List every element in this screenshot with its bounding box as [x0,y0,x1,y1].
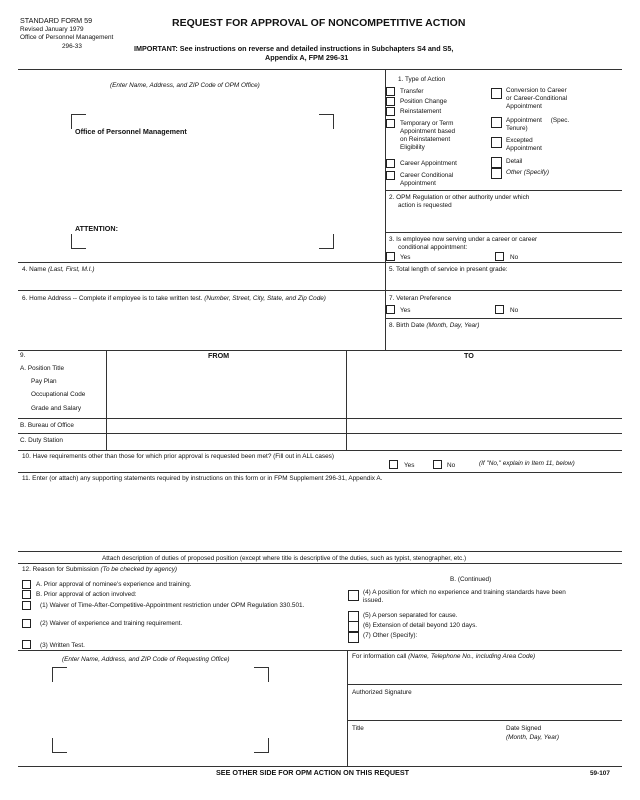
reason-b3-checkbox[interactable] [22,640,31,649]
temporary-term-label-3: on Reinstatement [400,136,451,143]
career-appointment-checkbox[interactable] [386,159,395,168]
reason-b6-checkbox[interactable] [348,621,359,632]
reason-b1-checkbox[interactable] [22,601,31,610]
item11-label: 11. Enter (or attach) any supporting statements required by instructions on this form or in FPM Supplement 296-31, Appendix A. [22,475,383,482]
reason-b5-label: (5) A person separated for cause. [363,612,458,619]
form-code: 296-33 [62,43,82,50]
reason-b3-label: (3) Written Test. [40,642,85,649]
item10-yes-checkbox[interactable] [389,460,398,469]
reason-b4-checkbox[interactable] [348,590,359,601]
spec-tenure-label-2: Tenure) [506,125,528,132]
requesting-corner-tr [254,667,269,682]
reason-b2-label: (2) Waiver of experience and training requirement. [40,620,183,627]
title-label: Title [352,725,364,732]
pay-plan-label: Pay Plan [31,378,57,385]
info-call-label: For information call (Name, Telephone No., including Area Code) [352,653,536,660]
temporary-term-label-1: Temporary or Term [400,120,454,127]
requesting-corner-br [254,738,269,753]
reason-a-checkbox[interactable] [22,580,31,589]
detail-label: Detail [506,158,523,165]
grade-salary-label: Grade and Salary [31,405,82,412]
item2-label-2: action is requested [398,202,452,209]
form-agency: Office of Personnel Management [20,34,114,41]
rule-signature [347,720,622,721]
rule-item9-col1 [106,350,107,450]
rule-info [347,684,622,685]
rule-duty [18,433,622,434]
important-note-line2: Appendix A, FPM 296-31 [265,53,349,62]
temporary-term-checkbox[interactable] [386,119,395,128]
item3-label-1: 3. Is employee now serving under a career or career [389,236,538,243]
reason-b-label: B. Prior approval of action involved: [36,591,137,598]
spec-tenure-label-1: Appointment (Spec. [506,117,570,124]
item4-label: 4. Name (Last, First, M.I.) [22,266,95,273]
transfer-label: Transfer [400,88,424,95]
rule-item8 [385,318,622,319]
reason-b4-label-2: issued. [363,597,384,604]
item3-no-label: No [510,254,519,261]
opm-office-name[interactable]: Office of Personnel Management [75,127,187,136]
item3-no-checkbox[interactable] [495,252,504,261]
rule-bureau [18,418,622,419]
career-appointment-label: Career Appointment [400,160,457,167]
opm-address-caption: (Enter Name, Address, and ZIP Code of OPM Office) [110,82,260,89]
rule-item3 [385,232,622,233]
rule-item2 [385,190,622,191]
rule-item9-col2 [346,350,347,450]
conversion-label-3: Appointment [506,103,542,110]
reason-b-continued: B. (Continued) [450,576,492,583]
item2-label-1: 2. OPM Regulation or other authority under which [389,194,530,201]
reason-a-label: A. Prior approval of nominee's experience and training. [36,581,192,588]
item7-no-checkbox[interactable] [495,305,504,314]
duty-station-label: C. Duty Station [20,437,63,444]
conversion-checkbox[interactable] [491,88,502,99]
position-change-label: Position Change [400,98,447,105]
page-title: REQUEST FOR APPROVAL OF NONCOMPETITIVE ACTION [172,17,466,29]
other-checkbox[interactable] [491,168,502,179]
form-stock-number: 59-107 [590,770,610,777]
item7-yes-checkbox[interactable] [386,305,395,314]
rule-footer-center [347,650,348,766]
item1-label: 1. Type of Action [398,76,446,83]
address-corner-bl [71,234,86,249]
excepted-checkbox[interactable] [491,137,502,148]
footer-note: SEE OTHER SIDE FOR OPM ACTION ON THIS REQUEST [216,768,410,777]
date-signed-label: Date Signed [506,725,542,732]
rule-attach-top [18,551,622,552]
rule-attach-bottom [18,563,622,564]
item3-yes-label: Yes [400,254,411,261]
item3-label-2: conditional appointment: [398,244,468,251]
rule-top [18,69,622,70]
address-corner-tr [319,114,334,129]
rule-item6 [18,290,622,291]
requesting-corner-tl [52,667,67,682]
career-conditional-label-2: Appointment [400,180,436,187]
important-note-line1: IMPORTANT: See instructions on reverse and detailed instructions in Subchapters S4 and S5, [134,44,454,53]
reason-b7-checkbox[interactable] [348,632,359,643]
item5-label: 5. Total length of service in present grade: [389,266,508,273]
item7-no-label: No [510,307,519,314]
occupational-code-label: Occupational Code [31,391,86,398]
rule-item11 [18,472,622,473]
item9-from-header: FROM [208,351,230,360]
form-revision: Revised January 1979 [20,26,84,33]
reason-b2-checkbox[interactable] [22,619,31,628]
transfer-checkbox[interactable] [386,87,395,96]
attention-label: ATTENTION: [75,224,118,233]
career-conditional-checkbox[interactable] [386,171,395,180]
item6-label: 6. Home Address -- Complete if employee is to take written test. (Number, Street, City, State, and Zip Code) [22,295,326,302]
requesting-office-caption: (Enter Name, Address, and ZIP Code of Requesting Office) [62,656,230,663]
other-label: Other (Specify) [506,169,549,176]
item12-label: 12. Reason for Submission (To be checked by agency) [22,566,178,573]
address-corner-br [319,234,334,249]
reason-b-checkbox[interactable] [22,590,31,599]
requesting-corner-bl [52,738,67,753]
attach-duties-note: Attach description of duties of proposed position (except where title is descriptive of the duties, such as typist, stenographer, etc.) [102,555,467,562]
conversion-label-1: Conversion to Career [506,87,567,94]
item10-no-label: No [447,462,456,469]
authorized-signature-label: Authorized Signature [352,689,412,696]
rule-item9 [18,350,622,351]
item3-yes-checkbox[interactable] [386,252,395,261]
excepted-label-1: Excepted [506,137,533,144]
item9-to-header: TO [464,351,474,360]
spec-tenure-checkbox[interactable] [491,117,502,128]
item10-label: 10. Have requirements other than those for which prior approval is requested been met? (Fill out in ALL cases) [22,453,335,460]
position-change-checkbox[interactable] [386,97,395,106]
date-signed-hint: (Month, Day, Year) [506,734,560,741]
reason-b7-label: (7) Other (Specify): [363,632,418,639]
item10-no-checkbox[interactable] [433,460,442,469]
reason-b4-label-1: (4) A position for which no experience and training standards have been [363,589,566,596]
item7-yes-label: Yes [400,307,411,314]
reason-b6-label: (6) Extension of detail beyond 120 days. [363,622,478,629]
excepted-label-2: Appointment [506,145,542,152]
reinstatement-label: Reinstatement [400,108,442,115]
bureau-office-label: B. Bureau of Office [20,422,74,429]
item10-note: (If "No," explain in Item 11, below) [479,460,575,467]
item7-label: 7. Veteran Preference [389,295,452,302]
temporary-term-label-4: Eligibility [400,144,425,151]
form-number: STANDARD FORM 59 [20,16,93,25]
conversion-label-2: or Career-Conditional [506,95,568,102]
reinstatement-checkbox[interactable] [386,107,395,116]
rule-item12-bottom [18,650,622,651]
item10-yes-label: Yes [404,462,415,469]
temporary-term-label-2: Appointment based [400,128,456,135]
career-conditional-label-1: Career Conditional [400,172,454,179]
item8-label: 8. Birth Date (Month, Day, Year) [389,322,480,329]
detail-checkbox[interactable] [491,157,502,168]
reason-b1-label: (1) Waiver of Time-After-Competitive-Appointment restriction under OPM Regulation 330.501. [40,602,305,609]
rule-item4 [18,262,622,263]
rule-bottom [18,766,622,767]
position-title-label: A. Position Title [20,365,65,372]
rule-item10 [18,450,622,451]
item9-label: 9. [20,352,26,359]
